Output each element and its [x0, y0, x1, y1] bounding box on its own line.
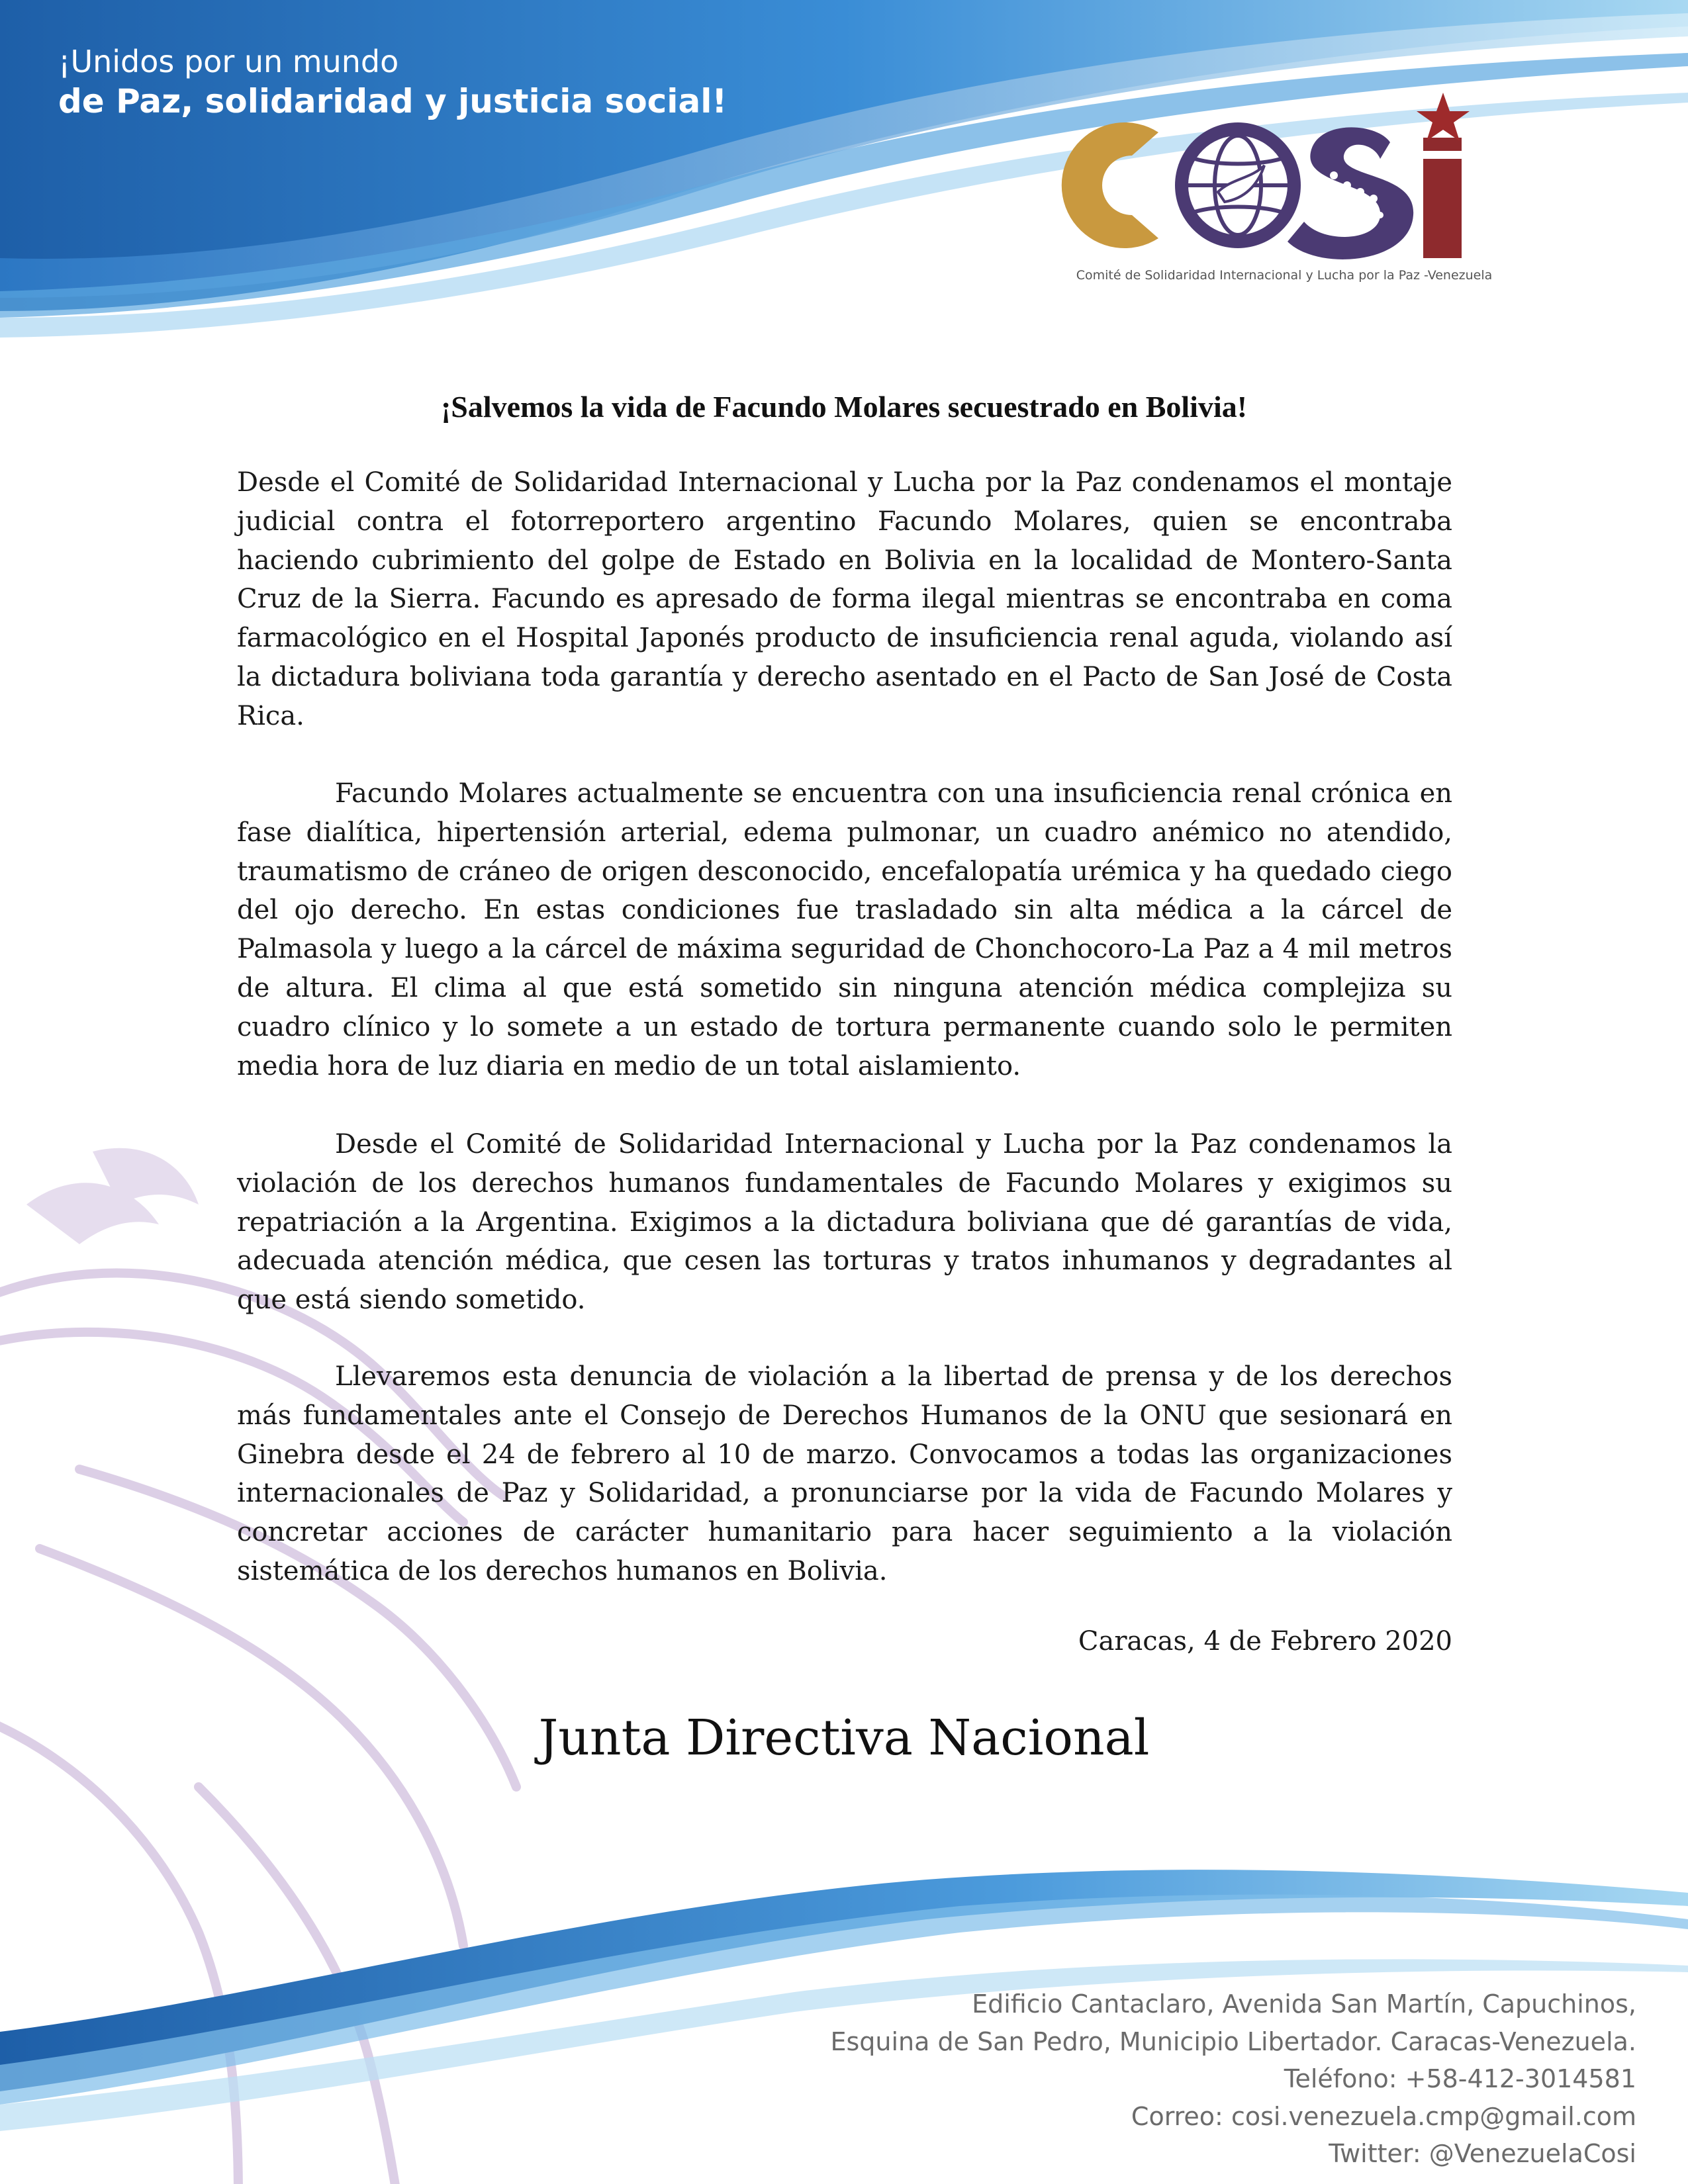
logo-globe-o-icon: [1175, 122, 1301, 248]
email: Correo: cosi.venezuela.cmp@gmail.com: [1131, 2101, 1636, 2131]
logo-letter-s: [1288, 127, 1413, 259]
address-line-2: Esquina de San Pedro, Municipio Libertador. Caracas-Venezuela.: [830, 2026, 1636, 2056]
twitter-handle: Twitter: @VenezuelaCosi: [1329, 2139, 1636, 2168]
slogan-line-1: ¡Unidos por un mundo: [58, 44, 399, 79]
phone: Teléfono: +58-412-3014581: [1284, 2064, 1636, 2093]
paragraph-4: Llevaremos esta denuncia de violación a la libertad de prensa y de los derechos más fundamentales ante el Consejo de Derechos Humanos de la ONU que sesionará en Ginebra desde el 24 de febrero al 10 de marzo. Convocamos a todas las organizaciones internacionales de Paz y Solidaridad, a pronunciarse por la vida de Facundo Molares y concretar acciones de carácter humanitario para hacer seguimiento a la violación sistemática de los derechos humanos en Bolivia.: [237, 1361, 1452, 1586]
signature: Junta Directiva Nacional: [538, 1709, 1150, 1766]
cosi-logo: [1019, 86, 1549, 298]
logo-star-icon: [1417, 93, 1470, 141]
paragraph-3: Desde el Comité de Solidaridad Internacional y Lucha por la Paz condenamos la violación de los derechos humanos fundamentales de Facundo Molares y exigimos su repatriación a la Argentina. Exigimos a la dictadura boliviana que dé garantías de vida, adecuada atención médica, que cesen las torturas y tratos inhumanos y degradantes al que está siendo sometido.: [237, 1129, 1452, 1316]
logo-letter-c: [1062, 122, 1158, 248]
slogan-line-2: de Paz, solidaridad y justicia social!: [58, 82, 727, 120]
header-slogan: [58, 42, 727, 122]
address-line-1: Edificio Cantaclaro, Avenida San Martín, Capuchinos,: [972, 1989, 1636, 2019]
document-title: ¡Salvemos la vida de Facundo Molares secuestrado en Bolivia!: [440, 390, 1248, 424]
contact-info: [577, 1985, 1636, 2173]
logo-caption: Comité de Solidaridad Internacional y Lucha por la Paz -Venezuela: [1076, 268, 1493, 283]
logo-letter-i: [1423, 159, 1462, 258]
paragraph-2: Facundo Molares actualmente se encuentra con una insuficiencia renal crónica en fase dialítica, hipertensión arterial, edema pulmonar, un cuadro anémico no atendido, traumatismo de cráneo de origen desconocido, encefalopatía urémica y ha quedado ciego del ojo derecho. En estas condiciones fue trasladado sin alta médica a la cárcel de Palmasola y luego a la cárcel de máxima seguridad de Chonchocoro-La Paz a 4 mil metros de altura. El clima al que está sometido sin ninguna atención médica complejiza su cuadro clínico y lo somete a un estado de tortura permanente cuando solo le permiten media hora de luz diaria en medio de un total aislamiento.: [237, 778, 1452, 1081]
document-date: Caracas, 4 de Febrero 2020: [1078, 1626, 1452, 1657]
paragraph-1: Desde el Comité de Solidaridad Internacional y Lucha por la Paz condenamos el montaje judicial contra el fotorreportero argentino Facundo Molares, quien se encontraba haciendo cubrimiento del golpe de Estado en Bolivia en la localidad de Montero-Santa Cruz de la Sierra. Facundo es apresado de forma ilegal mientras se encontraba en coma farmacológico en el Hospital Japonés producto de insuficiencia renal aguda, violando así la dictadura boliviana toda garantía y derecho asentado en el Pacto de San José de Costa Rica.: [237, 467, 1452, 731]
